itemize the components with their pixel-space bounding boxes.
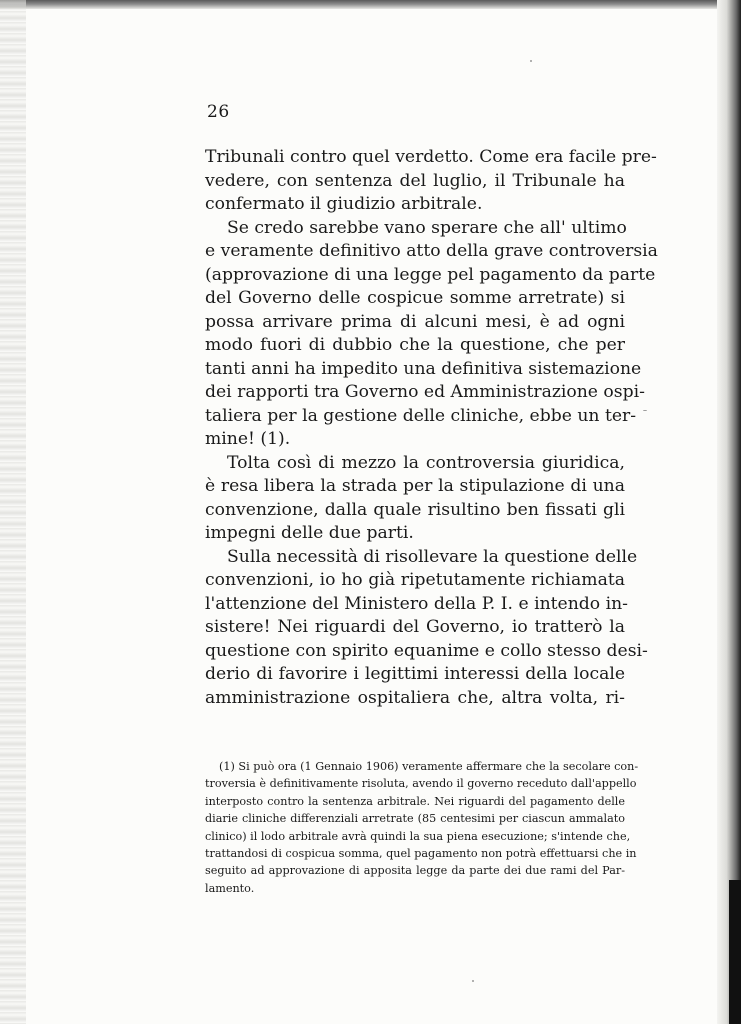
text-line: impegni delle due parti. [205,523,414,543]
text-line: Tolta così di mezzo la controversia giuridica, [227,452,625,473]
page-number: 26 [207,102,230,122]
footnote-line: troversia è definitivamente risoluta, avendo il governo receduto dall'appello [205,777,637,791]
footnote-line: clinico) il lodo arbitrale avrà quindi la sua piena esecuzione; s'intende che, [205,829,631,843]
footnote [205,758,639,897]
text-line: Tribunali contro quel verdetto. Come era facile pre- [205,147,657,167]
paragraph [205,146,657,217]
page-left-edge [0,0,26,1024]
body-text [205,146,658,710]
scan-speck [530,60,532,62]
text-line: possa arrivare prima di alcuni mesi, è ad ogni [205,311,625,332]
text-line: confermato il giudizio arbitrale. [205,194,483,214]
text-line: del Governo delle cospicue somme arretrate) si [205,288,625,308]
text-line: vedere, con sentenza del luglio, il Tribunale ha [205,170,625,191]
text-line: Se credo sarebbe vano sperare che all' ultimo [227,217,627,238]
scan-speck [472,980,474,982]
text-line: l'attenzione del Ministero della P. I. e intendo in- [205,593,628,614]
text-line: derio di favorire i legittimi interessi della locale [205,664,625,684]
text-line: tanti anni ha impedito una definitiva sistemazione [205,358,642,379]
footnote-line: diarie cliniche differenziali arretrate (85 centesimi per ciascun ammalato [205,812,625,826]
paragraph [205,452,625,546]
page-right-edge [717,0,741,1024]
text-line: (approvazione di una legge pel pagamento da parte [205,264,656,285]
text-line: e veramente definitivo atto della grave controversia [205,241,658,261]
footnote-line: lamento. [205,881,255,895]
page-top-edge [0,0,741,9]
text-line: modo fuori di dubbio che la questione, che per [205,335,625,355]
text-line: mine! (1). [205,429,291,449]
footnote-line: seguito ad approvazione di apposita legge da parte dei due rami del Par- [205,864,625,878]
scan-speck [643,410,647,411]
text-line: amministrazione ospitaliera che, altra volta, ri- [205,687,625,708]
text-line: Sulla necessità di risollevare la questione delle [227,546,638,567]
paragraph [205,546,648,711]
text-line: taliera per la gestione delle cliniche, ebbe un ter- [205,405,637,426]
text-line: è resa libera la strada per la stipulazione di una [205,476,625,496]
footnote-line: (1) Si può ora (1 Gennaio 1906) veramente affermare che la secolare con- [219,760,639,773]
text-line: sistere! Nei riguardi del Governo, io tratterò la [205,617,625,637]
footnote-line: interposto contro la sentenza arbitrale. Nei riguardi del pagamento delle [205,794,625,808]
page-binding-shadow [729,880,741,1024]
footnote-line: trattandosi di cospicua somma, quel pagamento non potrà effettuarsi che in [205,847,637,861]
text-line: questione con spirito equanime e collo stesso desi- [205,640,648,661]
text-line: convenzioni, io ho già ripetutamente richiamata [205,570,625,590]
paragraph [205,217,658,452]
text-line: dei rapporti tra Governo ed Amministrazione ospi- [205,382,645,402]
text-line: convenzione, dalla quale risultino ben fissati gli [205,499,625,520]
